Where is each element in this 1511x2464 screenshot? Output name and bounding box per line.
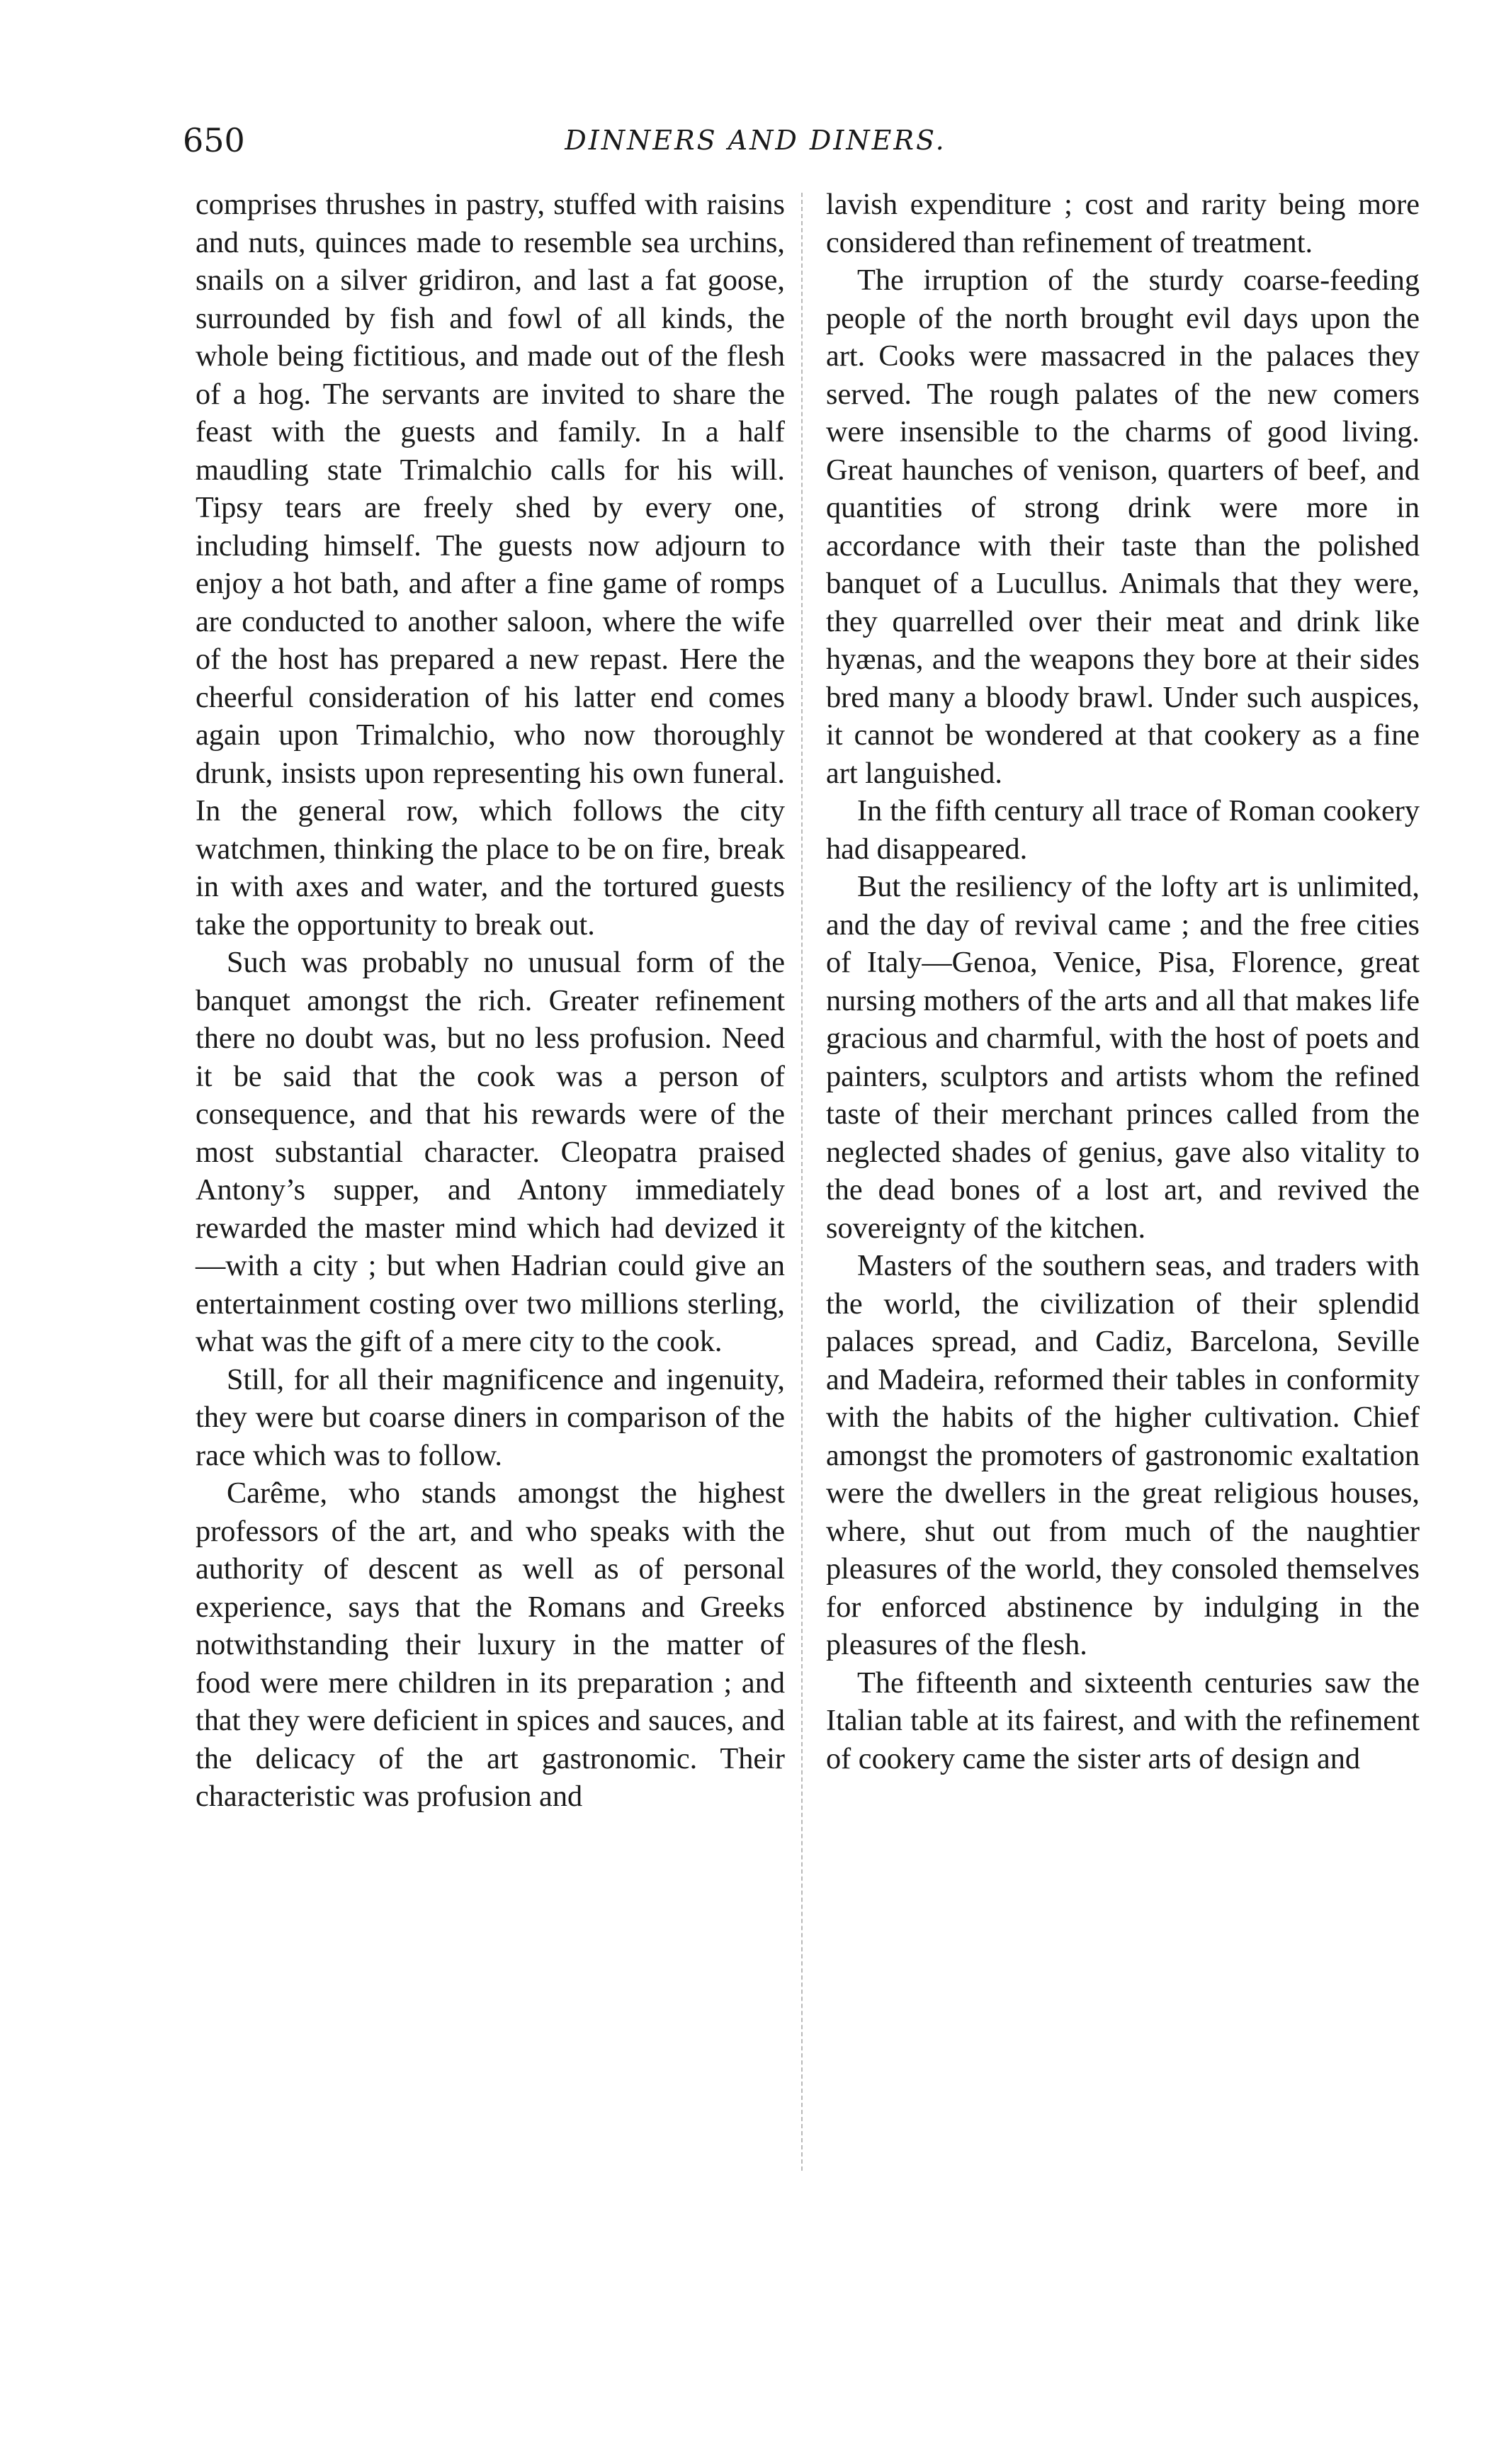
paragraph: Still, for all their magnificence and ingenuity, they were but coarse diners in comparison of the race which was to follow. xyxy=(196,1362,785,1472)
paragraph: Carême, who stands amongst the highest professors of the art, and who speaks with the authority of descent as well as of personal experience, says that the Romans and Greeks notwithstanding their luxury in the matter of food were mere children in its preparation ; and that they were deficient in spices and sauces, and the delicacy of the art gastronomic. Their characteristic was profusion and xyxy=(196,1476,785,1813)
paragraph: lavish expenditure ; cost and rarity being more considered than refinement of treatment. xyxy=(826,188,1420,259)
left-column xyxy=(196,186,785,1816)
paragraph: But the resiliency of the lofty art is unlimited, and the day of revival came ; and the free cities of Italy—Genoa, Venice, Pisa, Florence, great nursing mothers of the arts and all that makes life gracious and charmful, with the host of poets and painters, sculptors and artists whom the refined taste of their merchant princes called from the neglected shades of genius, gave also vitality to the dead bones of a lost art, and revived the sovereignty of the kitchen. xyxy=(826,870,1420,1245)
paragraph: comprises thrushes in pastry, stuffed with raisins and nuts, quinces made to resemble sea urchins, snails on a silver gridiron, and last a fat goose, surrounded by fish and fowl of all kinds, the whole being fictitious, and made out of the flesh of a hog. The servants are invited to share the feast with the guests and family. In a half maudling state Trimalchio calls for his will. Tipsy tears are freely shed by every one, including himself. The guests now adjourn to enjoy a hot bath, and after a fine game of romps are conducted to another saloon, where the wife of the host has prepared a new repast. Here the cheerful consideration of his latter end comes again upon Trimalchio, who now thoroughly drunk, insists upon representing his own funeral. In the general row, which follows the city watchmen, thinking the place to be on fire, break in with axes and water, and the tortured guests take the opportunity to break out. xyxy=(196,188,785,942)
page-number: 650 xyxy=(183,121,245,159)
right-column xyxy=(826,186,1420,1778)
page-header xyxy=(0,119,1511,162)
running-title: DINNERS AND DINERS. xyxy=(565,125,946,156)
paragraph: In the fifth century all trace of Roman cookery had disappeared. xyxy=(826,794,1420,866)
paragraph: The fifteenth and sixteenth centuries saw the Italian table at its fairest, and with the refinement of cookery came the sister arts of design and xyxy=(826,1666,1420,1775)
column-divider xyxy=(801,193,803,2171)
paragraph: Masters of the southern seas, and traders with the world, the civilization of their splendid palaces spread, and Cadiz, Barcelona, Seville and Madeira, reformed their tables in conformity with the habits of the higher cultivation. Chief amongst the promoters of gastronomic exaltation were the dwellers in the great religious houses, where, shut out from much of the naughtier pleasures of the world, they consoled themselves for enforced abstinence by indulging in the pleasures of the flesh. xyxy=(826,1249,1420,1661)
paragraph: The irruption of the sturdy coarse-feeding people of the north brought evil days upon the art. Cooks were massacred in the palaces they served. The rough palates of the new comers were insensible to the charms of good living. Great haunches of venison, quarters of beef, and quantities of strong drink were more in accordance with their taste than the polished banquet of a Lucullus. Animals that they were, they quarrelled over their meat and drink like hyænas, and the weapons they bore at their sides bred many a bloody brawl. Under such auspices, it cannot be wondered at that cookery as a fine art languished. xyxy=(826,264,1420,790)
paragraph: Such was probably no unusual form of the banquet amongst the rich. Greater refinement there no doubt was, but no less profusion. Need it be said that the cook was a person of consequence, and that his rewards were of the most substantial character. Cleopatra praised Antony’s supper, and Antony immediately rewarded the master mind which had devized it—with a city ; but when Hadrian could give an entertainment costing over two millions sterling, what was the gift of a mere city to the cook. xyxy=(196,946,785,1358)
